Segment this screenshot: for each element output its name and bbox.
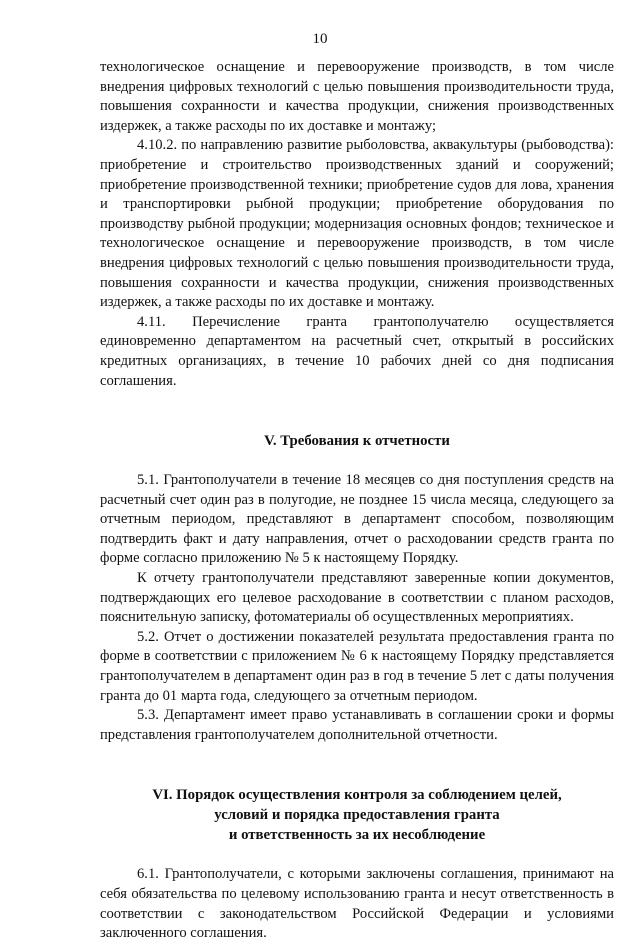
paragraph-5-3: 5.3. Департамент имеет право устанавливать в соглашении сроки и формы представления грантополучателем дополнительной отчетности. — [100, 707, 614, 743]
paragraph-5-1: 5.1. Грантополучатели в течение 18 месяцев со дня поступления средств на расчетный счет один раз в полугодие, не позднее 15 числа месяца, следующего за отчетным периодом, представляют в департамент способом, позволяющим подтвердить факт и дату направления, отчет о расходовании средств гранта по форме согласно приложению № 5 к настоящему Порядку. — [100, 472, 614, 567]
paragraph-4-10-2: 4.10.2. по направлению развитие рыболовства, аквакультуры (рыбоводства): приобретение и строительство производственных зданий и сооружений; приобретение производственной техники; приобретение судов для лова, хранения и транспортировки рыбной продукции; приобретение оборудования по производству рыбной продукции; модернизация основных фондов; техническое и технологическое оснащение и перевооружение производств, в том числе внедрения цифровых технологий с целью повышения производительности труда, повышения сохранности и качества продукции, снижения производственных издержек, а также расходы по их доставке и монтажу. — [100, 137, 614, 311]
page-number: 10 — [312, 31, 328, 47]
section-6-heading — [100, 785, 614, 845]
paragraph-4-11: 4.11. Перечисление гранта грантополучателю осуществляется единовременно департаментом на расчетный счет, открытый в российских кредитных организациях, в течение 10 рабочих дней со дня подписания соглашения. — [100, 313, 614, 389]
paragraph-5-2: 5.2. Отчет о достижении показателей результата предоставления гранта по форме в соответствии с приложением № 6 к настоящему Порядку представляется грантополучателем в департамент один раз в год в течение 5 лет с даты получения гранта до 01 марта года, следующего за отчетным периодом. — [100, 628, 614, 704]
section-6-heading-line-1: VI. Порядок осуществления контроля за соблюдением целей, — [152, 787, 562, 804]
paragraph-continuation: технологическое оснащение и перевооружение производств, в том числе внедрения цифровых технологий с целью повышения производительности труда, повышения сохранности и качества продукции, снижения производственных издержек, а также расходы по их доставке и монтажу; — [100, 59, 614, 134]
section-6-heading-line-3: и ответственность за их несоблюдение — [228, 827, 486, 844]
paragraph-6-1: 6.1. Грантополучатели, с которыми заключены соглашения, принимают на себя обязательства по целевому использованию гранта и несут ответственность в соответствии с законодательством Российской Федерации и условиями заключенного соглашения. — [100, 866, 614, 942]
document-body — [100, 58, 614, 944]
section-6-heading-line-2: условий и порядка предоставления гранта — [214, 807, 500, 824]
paragraph-5-1-attachments: К отчету грантополучатели представляют заверенные копии документов, подтверждающих его целевое расходование в соответствии с планом расходов, пояснительную записку, фотоматериалы об осуществленных мероприятиях. — [100, 570, 614, 626]
section-5-heading: V. Требования к отчетности — [264, 433, 450, 450]
